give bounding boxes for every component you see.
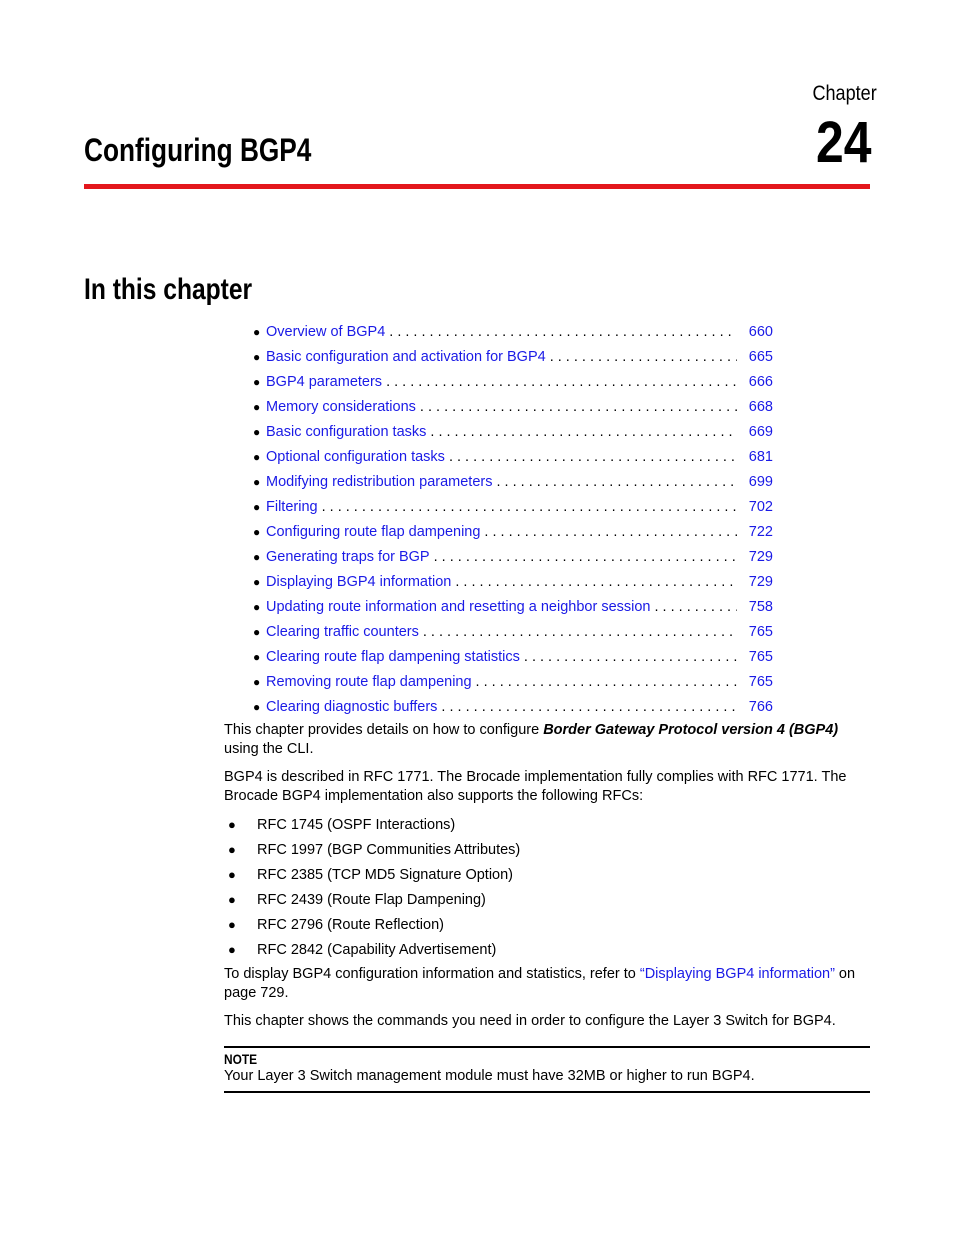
- toc-item[interactable]: [253, 545, 773, 570]
- toc-link[interactable]: BGP4 parameters: [266, 374, 383, 390]
- list-item: ● RFC 1997 (BGP Communities Attributes): [224, 840, 520, 865]
- note-label: NOTE: [224, 1051, 258, 1067]
- note-text: Your Layer 3 Switch management module must have 32MB or higher to run BGP4.: [224, 1068, 755, 1084]
- toc-link[interactable]: Optional configuration tasks: [266, 449, 445, 465]
- intro-paragraph: This chapter provides details on how to configure Border Gateway Protocol version 4 (BGP4) using the CLI.: [224, 722, 839, 757]
- list-item: ● RFC 2842 (Capability Advertisement): [224, 940, 520, 965]
- toc-link[interactable]: Modifying redistribution parameters: [266, 474, 493, 490]
- bullet-icon: ●: [253, 475, 261, 489]
- toc-page-number[interactable]: 699: [748, 474, 773, 490]
- toc-item[interactable]: [253, 695, 773, 720]
- toc-link[interactable]: Generating traps for BGP: [266, 549, 430, 565]
- toc-item[interactable]: [253, 320, 773, 345]
- chapter-toc: [253, 320, 773, 720]
- protocol-name: Border Gateway Protocol version 4 (BGP4): [543, 722, 839, 738]
- chapter-number: 24: [816, 110, 872, 175]
- bullet-icon: ●: [253, 700, 261, 714]
- bullet-icon: ●: [253, 650, 261, 664]
- bullet-icon: ●: [253, 500, 261, 514]
- toc-page-number[interactable]: 669: [748, 424, 773, 440]
- toc-link[interactable]: Configuring route flap dampening: [266, 524, 481, 540]
- bullet-icon: ●: [253, 375, 261, 389]
- chapter-label: Chapter: [812, 82, 877, 105]
- toc-link[interactable]: Clearing diagnostic buffers: [266, 699, 438, 715]
- displaying-bgp4-info-link[interactable]: “Displaying BGP4 information”: [639, 966, 835, 982]
- refer-paragraph: To display BGP4 configuration information and statistics, refer to “Displaying BGP4 information” on page 729.: [224, 966, 856, 1001]
- rfc-compliance-paragraph: BGP4 is described in RFC 1771. The Brocade implementation fully complies with RFC 1771. The Brocade BGP4 implementation also supports the following RFCs:: [224, 769, 847, 804]
- bullet-icon: ●: [253, 325, 261, 339]
- toc-page-number[interactable]: 765: [748, 674, 773, 690]
- toc-page-number[interactable]: 765: [748, 624, 773, 640]
- bullet-icon: ●: [228, 942, 236, 957]
- bullet-icon: ●: [253, 550, 261, 564]
- toc-link[interactable]: Clearing traffic counters: [266, 624, 419, 640]
- bullet-icon: ●: [228, 892, 236, 907]
- bullet-icon: ●: [253, 625, 261, 639]
- bullet-icon: ●: [253, 425, 261, 439]
- toc-link[interactable]: Displaying BGP4 information: [266, 574, 452, 590]
- bullet-icon: ●: [253, 350, 261, 364]
- bullet-icon: ●: [253, 600, 261, 614]
- toc-item[interactable]: [253, 470, 773, 495]
- toc-item[interactable]: [253, 445, 773, 470]
- bullet-icon: ●: [253, 450, 261, 464]
- list-item: ● RFC 2796 (Route Reflection): [224, 915, 520, 940]
- bullet-icon: ●: [228, 867, 236, 882]
- toc-page-number[interactable]: 729: [748, 549, 773, 565]
- toc-page-number[interactable]: 665: [748, 349, 773, 365]
- toc-link[interactable]: Updating route information and resetting a neighbor session: [266, 599, 651, 615]
- toc-link[interactable]: Overview of BGP4: [266, 324, 386, 340]
- bullet-icon: ●: [253, 525, 261, 539]
- toc-item[interactable]: [253, 345, 773, 370]
- bullet-icon: ●: [228, 817, 236, 832]
- toc-page-number[interactable]: 722: [748, 524, 773, 540]
- toc-page-number[interactable]: 702: [748, 499, 773, 515]
- toc-item[interactable]: [253, 670, 773, 695]
- toc-page-number[interactable]: 681: [748, 449, 773, 465]
- toc-link[interactable]: Removing route flap dampening: [266, 674, 472, 690]
- toc-link[interactable]: Basic configuration and activation for BGP4: [266, 349, 546, 365]
- toc-page-number[interactable]: 729: [748, 574, 773, 590]
- toc-link[interactable]: Basic configuration tasks: [266, 424, 427, 440]
- toc-page-number[interactable]: 660: [748, 324, 773, 340]
- toc-item[interactable]: [253, 595, 773, 620]
- toc-page-number[interactable]: 668: [748, 399, 773, 415]
- toc-page-number[interactable]: 666: [748, 374, 773, 390]
- toc-link[interactable]: Filtering: [266, 499, 318, 515]
- toc-item[interactable]: [253, 495, 773, 520]
- list-item: ● RFC 2385 (TCP MD5 Signature Option): [224, 865, 520, 890]
- toc-item[interactable]: [253, 520, 773, 545]
- toc-item[interactable]: [253, 620, 773, 645]
- rfc-list: [224, 815, 520, 965]
- bullet-icon: ●: [228, 842, 236, 857]
- list-item: ● RFC 1745 (OSPF Interactions): [224, 815, 520, 840]
- toc-page-number[interactable]: 758: [748, 599, 773, 615]
- toc-link[interactable]: Memory considerations: [266, 399, 416, 415]
- toc-page-number[interactable]: 765: [748, 649, 773, 665]
- toc-item[interactable]: [253, 570, 773, 595]
- chapter-title: Configuring BGP4: [84, 132, 312, 168]
- bullet-icon: ●: [253, 400, 261, 414]
- note-box: [224, 1046, 870, 1093]
- bullet-icon: ●: [228, 917, 236, 932]
- bullet-icon: ●: [253, 575, 261, 589]
- toc-item[interactable]: [253, 395, 773, 420]
- bullet-icon: ●: [253, 675, 261, 689]
- toc-link[interactable]: Clearing route flap dampening statistics: [266, 649, 520, 665]
- section-title: In this chapter: [84, 273, 253, 306]
- commands-paragraph: This chapter shows the commands you need in order to configure the Layer 3 Switch for BGP4.: [224, 1013, 836, 1029]
- toc-item[interactable]: [253, 420, 773, 445]
- list-item: ● RFC 2439 (Route Flap Dampening): [224, 890, 520, 915]
- chapter-title-rule: [84, 184, 870, 189]
- toc-item[interactable]: [253, 645, 773, 670]
- toc-page-number[interactable]: 766: [748, 699, 773, 715]
- toc-item[interactable]: [253, 370, 773, 395]
